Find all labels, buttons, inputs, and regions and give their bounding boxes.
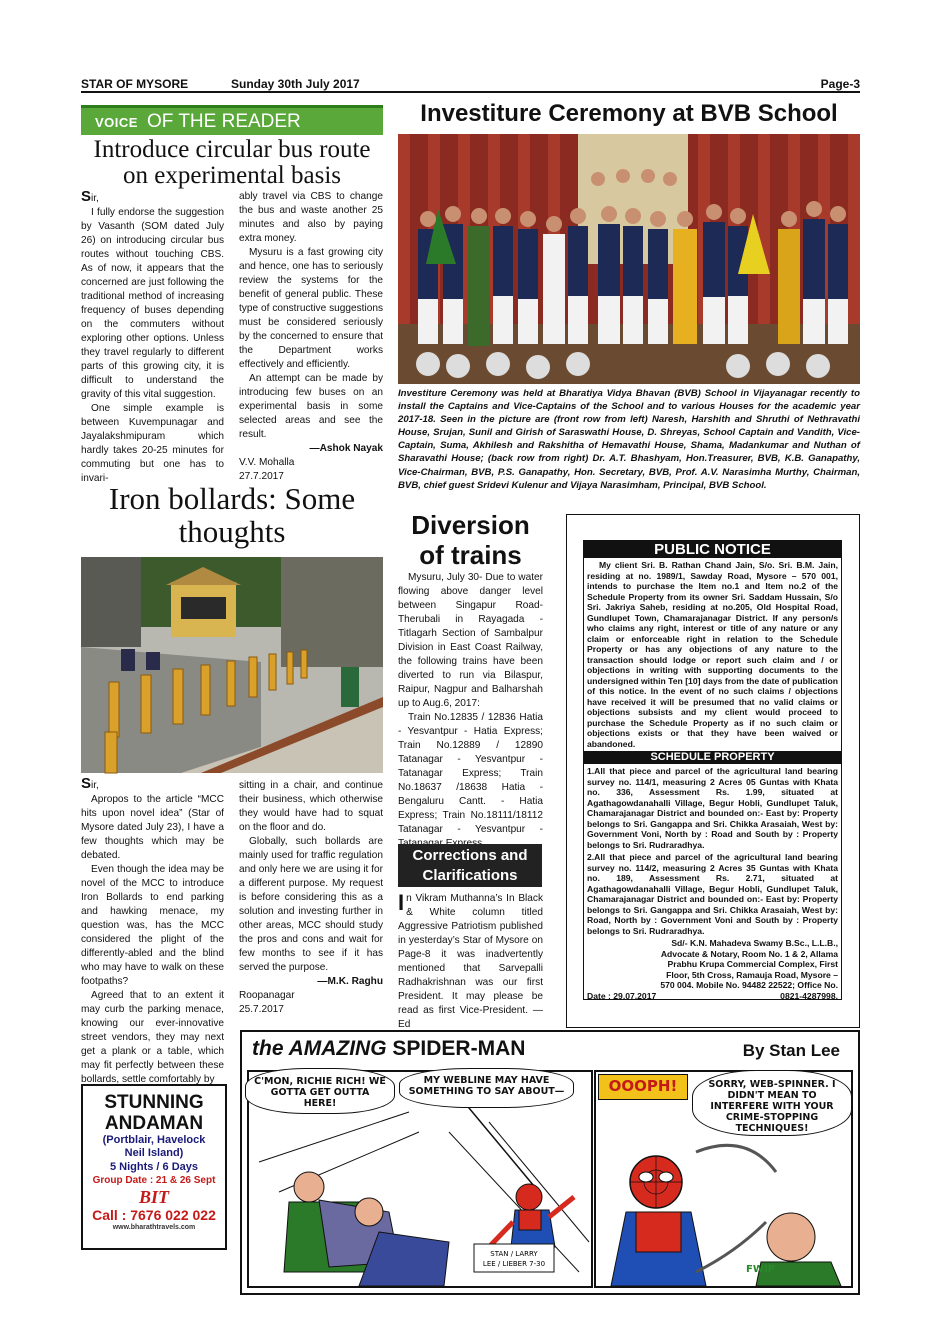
letter1-col1	[81, 188, 224, 484]
schedule-item-2: 2.All that piece and parcel of the agricultural land bearing survey no. 114/2, measuring 2 Acres 35 Guntas with Khata no. 189, Assessment Rs. 2.71, situated at Agathagowdanahalli Village, Begur Hobli, Gundlupet Taluk, Chamarajanagar District and bounded on:- East by: Property belongs to Sri. Gangappa and Sri. Chikka Arasaiah, West by: Road, North by : Government Voni and South by : Property belongs to Sri. Rudraradhya.	[587, 852, 838, 936]
letter2-col1	[81, 775, 224, 1085]
paragraph: Agreed that to an extent it may curb the parking menace, knowing our ever-innovative street vendors, they may next get a plank or a table, which may fit perfectly between these bollards, settle comfortably by	[81, 990, 224, 1085]
salutation: ir,	[91, 193, 99, 204]
comic-panel-2	[594, 1070, 853, 1288]
comic-title-amazing: AMAZING	[288, 1037, 387, 1060]
comic-title-the: the	[252, 1037, 284, 1060]
advocate-signature	[584, 936, 841, 991]
notice-title: PUBLIC NOTICE	[584, 541, 841, 558]
speech-bubble-1: C'MON, RICHIE RICH! WE GOTTA GET OUTTA HERE!	[245, 1068, 395, 1114]
notice-body: My client Sri. B. Rathan Chand Jain, S/o. Sri. B.M. Jain, residing at no. 1989/1, Sawday Road, Mysore – 570 001, intends to purchase the Item no.1 and Item no.2 of the Schedule Property from its owner Sri. Saddam Hussain, S/o Sri. Jakriya Saheb, residing at no.205, Old Hospital Road, Gundlupet Town, Chamarajanagar District. If any person/s who claims any right, interest or title of any nature or any claim or enforceable right in relation to the Schedule Property or has any objections of any nature to the transaction should lodge or report such claim and / or objections in writing with supporting documents to the undersigned within Ten [10] days from the date of publication of this notice. In the event of no such claims / objections have received it will be presumed that no valid claims or objections subsists and my client would proceed to purchase the Schedule Property as if no such claim or objections exists or that they have been waived or abandoned.	[587, 560, 838, 749]
author-place: Roopanagar	[239, 990, 295, 1001]
voice-label: VOICE	[95, 115, 138, 130]
sign-line: Floor, 5th Cross, Ramauja Road, Mysore –	[666, 969, 838, 980]
paragraph: Mysuru, July 30- Due to water flowing above danger level between Singapur Road-Therubali in Rayagada - Titlagarh Section of Sambalpur Division in East Coast Railway, the following trains have been diverted to run via Bilaspur, Raipur, Nagpur and Balharshah up to Aug.6, 2017:	[398, 572, 543, 709]
ad-places: Neil Island)	[124, 1147, 184, 1159]
investiture-caption: Investiture Ceremony was held at Bharatiya Vidya Bhavan (BVB) School in Vijayanagar recently to install the Captains and Vice-Captains of the School and to various Houses for the academic year 2017-18. Seen in the picture are (front row from left) Naresh, Harshith and Shruthi of Nethravathi House, Srujan, Sunil and Girish of Saraswathi House, D. Shreyas, School Captain and Vandith, Vice-Captain, Suma, Akhilesh and Rakshitha of Hemavathi House, Shama, Madankumar and Nuthan of Sharavathi House; (back row from right) Dr. A.T. Bhashyam, Hon.Treasurer, BVB, K.B. Ganapathy, Vice-Chairman, BVB, P.S. Ganapathy, Hon. Secretary, BVB, Prof. A.V. Narasimha Murthy, Chairman, BVB, chief guest Sridevi Kulenur and Vijaya Narasimham, Principal, BVB School.	[398, 388, 860, 491]
letter1-col2	[239, 190, 383, 482]
voice-sublabel: OF THE READER	[147, 111, 301, 132]
sign-line: 570 004. Mobile No. 94482 22522; Office No.	[660, 980, 838, 990]
paragraph: I fully endorse the suggestion by Vasanth (SOM dated July 26) on introducing circular bus routes without touching CBS. As of now, it appears that the concerned are just following the traditional method of increasing frequency of buses depending on the commuters without exploring other options. Unless they travel regularly to different parts of this growing city, it is difficult to understand the gravity of this vital suggestion.	[81, 207, 224, 400]
paragraph: Train No.12835 / 12836 Hatia - Yesvantpur - Hatia Express; Train No.12889 / 12890 Tatanagar - Yesvantpur - Tatanagar Express; Train No.18637 /18638 Hatia - Bengaluru Cantt. - Hatia Express; Train No.18111/18112 Tatanagar - Yesvantpur -	[398, 712, 543, 835]
paragraph: Mysuru is a fast growing city and hence, one has to seriously review the systems for the benefit of general public. These type of constructive suggestions must be considered seriously by the concerned to ensure that the Department works effectively and efficiently.	[239, 247, 383, 370]
ad-phone[interactable]: Call : 7676 022 022	[92, 1207, 216, 1223]
ad-places: (Portblair, Havelock	[102, 1134, 206, 1146]
sound-effect-fwip: FWIP	[746, 1264, 775, 1275]
paragraph: An attempt can be made by introducing few buses on an experimental basis in some selected areas and see the result.	[239, 373, 383, 440]
investiture-photo	[398, 134, 860, 384]
ad-group-date: Group Date : 21 & 26 Sept	[92, 1175, 216, 1186]
comic-author: By Stan Lee	[742, 1041, 840, 1060]
letter-date: 27.7.2017	[239, 471, 284, 482]
comic-credit: STAN / LARRY	[490, 1250, 538, 1258]
sign-line: Sd/- K.N. Mahadeva Swamy B.Sc., L.L.B.,	[671, 938, 838, 948]
author-place: V.V. Mohalla	[239, 457, 295, 468]
drop-cap: S	[81, 775, 92, 792]
notice-footer	[584, 991, 841, 1002]
sound-effect-ooph: OOOPH!	[598, 1074, 688, 1100]
ad-website[interactable]: www.bharathtravels.com	[112, 1224, 196, 1231]
drop-cap: S	[81, 188, 92, 205]
drop-cap: I	[398, 890, 405, 915]
schedule-title: SCHEDULE PROPERTY	[584, 751, 841, 764]
speech-bubble-2: MY WEBLINE MAY HAVE SOMETHING TO SAY ABOUT—	[399, 1068, 574, 1108]
comic-panel-1	[247, 1070, 593, 1288]
letter1-title: Introduce circular bus route on experimental basis	[93, 136, 371, 190]
paragraph: sitting in a chair, and continue their business, which otherwise they would have had to squat on the floor and do.	[239, 780, 383, 833]
paragraph: ably travel via CBS to change the bus and waste another 25 minutes and also by paying extra money.	[239, 191, 383, 244]
investiture-title: Investiture Ceremony at BVB School	[420, 100, 838, 127]
page-header	[81, 77, 860, 93]
letter2-title: Iron bollards: Some thoughts	[108, 481, 356, 549]
ad-destination: ANDAMAN	[104, 1113, 204, 1134]
paragraph: Globally, such bollards are mainly used for traffic regulation and only here we are using it for a different purpose. My request is before considering this as a solution and investing further in other areas, MCC should study the pros and cons and wait for few months to see if it has served the purpose.	[239, 836, 383, 973]
paragraph: Apropos to the article “MCC hits upon novel idea” (Star of Mysore dated July 23), I have a few thoughts which may be debated.	[81, 794, 224, 861]
issue-date: Sunday 30th July 2017	[231, 77, 360, 91]
diversion-body	[398, 571, 543, 837]
comic-strip	[240, 1030, 860, 1295]
page-number: Page-3	[820, 77, 860, 91]
voice-of-reader-banner	[81, 105, 383, 135]
diversion-title: Diversion of trains	[411, 510, 530, 570]
paragraph: One simple example is between Kuvempunagar and Jayalakshmipuram which hardly takes 20-25 minutes for commuting but one has to invari-	[81, 403, 224, 484]
comic-title	[252, 1037, 525, 1061]
schedule-item-1: 1.All that piece and parcel of the agricultural land bearing survey no. 114/1, measuring 2 Acres 05 Guntas with Khata no. 336, Assessment Rs. 1.99, situated at Agathagowdanahalli Village, Begur Hobli, Gundlupet Taluk, Chamarajanagar District and bounded on:- East by: Property belongs to Sri. Gangappa and Sri. Chikka Arasaiah, West by: Government Voni, North by : Road and South by : Property belongs to Sri. Rudraradhya.	[587, 766, 838, 850]
letter-date: 25.7.2017	[239, 1004, 284, 1015]
comic-title-name: SPIDER-MAN	[392, 1037, 526, 1060]
ad-headline: STUNNING	[104, 1092, 204, 1113]
bit-logo: BIT	[138, 1187, 169, 1207]
salutation: ir,	[91, 780, 99, 791]
notice-date: Date : 29.07.2017	[587, 990, 657, 1001]
bollards-photo	[81, 557, 383, 773]
speech-bubble-3: SORRY, WEB-SPINNER. I DIDN'T MEAN TO INTERFERE WITH YOUR CRIME-STOPPING TECHNIQUES!	[692, 1070, 852, 1136]
office-phone: 0821-4287998.	[780, 990, 838, 1001]
comic-credit: LEE / LIEBER 7-30	[482, 1260, 546, 1268]
author: —Ashok Nayak	[309, 443, 383, 454]
corrections-title: Corrections and Clarifications	[398, 844, 542, 887]
corrections-text: n Vikram Muthanna’s In Black & White column titled Aggressive Patriotism published in yesterday’s Star of Mysore on Page-8 it was inadvertently mentioned that Sarvepalli Radhakrishnan was our first President. It may please be read as first Vice-President. —Ed	[398, 893, 543, 1030]
corrections-body	[398, 890, 543, 1030]
sign-line: Prabhu Krupa Commercial Complex, First	[667, 959, 838, 969]
paragraph: Even though the idea may be novel of the MCC to introduce Iron Bollards to end parking and hawking menace, my question was, has the MCC considered the plight of the differently-abled and the blind who may have to walk on these footpaths?	[81, 864, 224, 987]
sign-line: Advocate & Notary, Room No. 1 & 2, Allama	[660, 948, 838, 959]
public-notice	[583, 540, 842, 1000]
paper-name: STAR OF MYSORE	[81, 77, 189, 91]
ad-duration: 5 Nights / 6 Days	[109, 1161, 199, 1173]
author: —M.K. Raghu	[317, 976, 383, 987]
travel-ad	[81, 1084, 227, 1250]
